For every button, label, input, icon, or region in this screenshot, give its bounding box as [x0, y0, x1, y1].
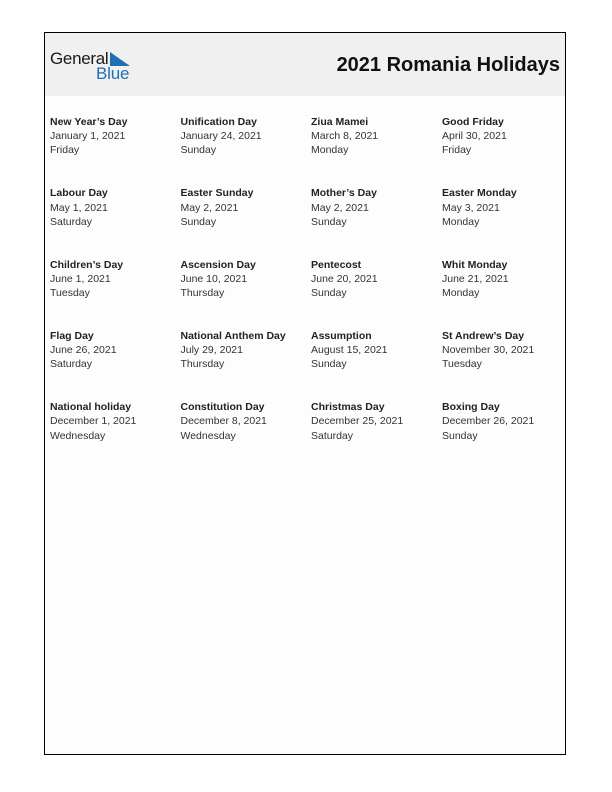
holiday-date: June 20, 2021: [311, 272, 378, 285]
holiday-entry: [311, 115, 442, 186]
holiday-name: National holiday: [50, 401, 132, 414]
holiday-entry: [311, 400, 442, 471]
holiday-name: Easter Sunday: [180, 187, 254, 200]
holiday-name: Good Friday: [442, 116, 504, 128]
holiday-weekday: Saturday: [50, 215, 93, 228]
holiday-entry: [50, 400, 181, 471]
holiday-entry: [311, 258, 442, 329]
holiday-entry: [442, 329, 565, 400]
holiday-date: January 1, 2021: [50, 130, 126, 143]
holiday-weekday: Wednesday: [180, 429, 236, 442]
generalblue-logo: [50, 49, 140, 83]
holiday-entry: [50, 186, 181, 257]
holiday-entry: [181, 115, 312, 186]
holiday-entry: [50, 258, 181, 329]
holiday-date: May 3, 2021: [442, 201, 500, 214]
holiday-name: Unification Day: [180, 116, 257, 128]
holiday-name: Flag Day: [50, 329, 94, 342]
holiday-entry: [50, 329, 181, 400]
holiday-date: December 8, 2021: [180, 415, 267, 428]
holiday-name: Assumption: [311, 329, 372, 342]
holiday-name: Ascension Day: [180, 258, 256, 271]
holiday-weekday: Saturday: [311, 429, 354, 442]
holiday-name: Ziua Mamei: [311, 116, 369, 128]
holiday-entry: [442, 400, 565, 471]
holiday-entry: [442, 258, 565, 329]
holiday-name: Easter Monday: [442, 187, 517, 200]
page-title: 2021 Romania Holidays: [336, 54, 560, 76]
holiday-weekday: Sunday: [311, 287, 347, 299]
holiday-weekday: Friday: [442, 144, 472, 157]
holiday-name: Christmas Day: [311, 401, 385, 414]
holiday-weekday: Sunday: [442, 429, 478, 442]
holiday-name: Constitution Day: [180, 401, 265, 414]
holiday-date: June 1, 2021: [50, 272, 111, 285]
holiday-weekday: Tuesday: [50, 287, 90, 299]
holiday-date: May 2, 2021: [180, 201, 239, 214]
holiday-name: St Andrew’s Day: [442, 329, 525, 342]
holiday-entry: [50, 115, 181, 186]
holiday-date: December 26, 2021: [442, 415, 535, 428]
holiday-date: June 26, 2021: [50, 344, 117, 357]
holiday-entry: [442, 186, 565, 257]
holiday-date: December 1, 2021: [50, 415, 137, 428]
holiday-weekday: Wednesday: [50, 429, 106, 442]
holiday-weekday: Monday: [442, 287, 480, 299]
logo-text-general: General: [50, 49, 109, 68]
holiday-grid: [50, 115, 565, 471]
holiday-weekday: Tuesday: [442, 358, 482, 371]
holiday-date: April 30, 2021: [442, 130, 507, 143]
holiday-entry: [181, 329, 312, 400]
holiday-date: March 8, 2021: [311, 130, 379, 143]
holiday-date: August 15, 2021: [311, 344, 388, 357]
holiday-weekday: Sunday: [180, 144, 217, 157]
holiday-date: January 24, 2021: [180, 130, 262, 143]
holiday-name: Labour Day: [50, 187, 108, 200]
holiday-weekday: Thursday: [180, 287, 225, 299]
holiday-entry: [181, 186, 312, 257]
holiday-weekday: Monday: [442, 215, 480, 228]
holiday-name: Children’s Day: [50, 258, 124, 271]
holiday-weekday: Saturday: [50, 358, 93, 371]
holiday-entry: [442, 115, 565, 186]
holiday-name: New Year’s Day: [50, 116, 128, 128]
holiday-entry: [311, 329, 442, 400]
holiday-weekday: Monday: [311, 144, 349, 157]
holiday-weekday: Sunday: [311, 358, 347, 371]
holiday-date: June 10, 2021: [180, 272, 248, 285]
holiday-weekday: Sunday: [180, 215, 217, 228]
page-frame: [44, 32, 566, 755]
holiday-date: June 21, 2021: [442, 272, 509, 285]
holiday-date: December 25, 2021: [311, 415, 404, 428]
holiday-weekday: Sunday: [311, 215, 347, 228]
holiday-weekday: Thursday: [180, 358, 225, 371]
holiday-name: Mother’s Day: [311, 187, 377, 200]
header-band: [45, 33, 565, 96]
holiday-weekday: Friday: [50, 144, 80, 157]
holiday-entry: [181, 258, 312, 329]
holiday-entry: [311, 186, 442, 257]
holiday-entry: [181, 400, 312, 471]
holiday-date: November 30, 2021: [442, 344, 535, 357]
holiday-name: Pentecost: [311, 258, 362, 271]
holiday-date: July 29, 2021: [180, 344, 243, 357]
holiday-name: National Anthem Day: [180, 329, 286, 342]
holiday-date: May 2, 2021: [311, 201, 369, 214]
holiday-date: May 1, 2021: [50, 201, 108, 214]
holiday-name: Whit Monday: [442, 258, 508, 271]
holiday-name: Boxing Day: [442, 401, 500, 414]
logo-text-blue: Blue: [96, 64, 130, 83]
